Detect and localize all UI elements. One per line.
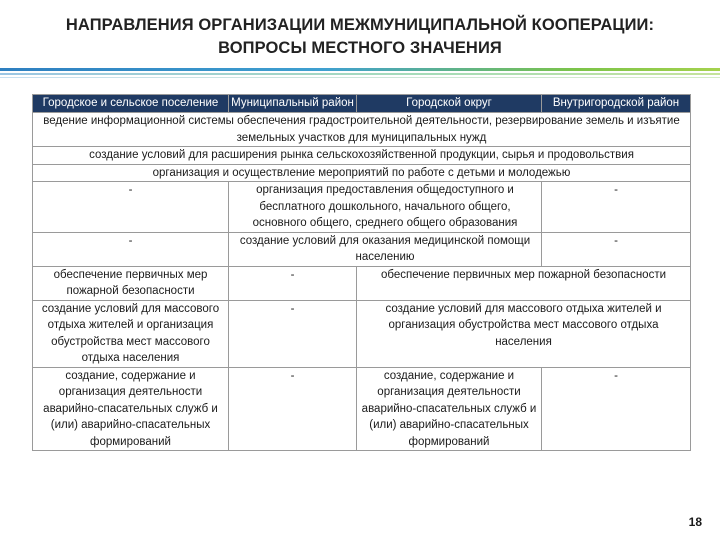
header-city-district: Городской округ	[357, 95, 542, 113]
header-municipal-district: Муниципальный район	[229, 95, 357, 113]
table-row	[33, 367, 691, 451]
header-row	[33, 95, 691, 113]
cell-fire-safety-settlement: обеспечение первичных мер пожарной безопасности	[33, 266, 229, 300]
issues-table	[32, 94, 691, 451]
table-row	[33, 147, 691, 165]
cell-rescue-city: создание, содержание и организация деятельности аварийно-спасательных служб и (или) аварийно-спасательных формирований	[357, 367, 542, 451]
table-row	[33, 182, 691, 233]
decorative-band	[0, 68, 720, 71]
slide-title	[0, 14, 720, 60]
decorative-band-faint	[0, 77, 720, 78]
cell-dash: -	[542, 367, 691, 451]
cell-dash: -	[542, 232, 691, 266]
cell-dash: -	[542, 182, 691, 233]
cell-dash: -	[33, 182, 229, 233]
header-intracity-district: Внутригородской район	[542, 95, 691, 113]
cell-recreation-city: создание условий для массового отдыха жителей и организация обустройства мест массового отдыха населения	[357, 300, 691, 367]
row-agri-market: создание условий для расширения рынка сельскохозяйственной продукции, сырья и продовольствия	[33, 147, 691, 165]
header-settlement: Городское и сельское поселение	[33, 95, 229, 113]
cell-dash: -	[229, 300, 357, 367]
table-row	[33, 300, 691, 367]
row-education: организация предоставления общедоступного и бесплатного дошкольного, начального общего, основного общего, среднего общего образования	[229, 182, 542, 233]
cell-rescue-settlement: создание, содержание и организация деятельности аварийно-спасательных служб и (или) аварийно-спасательных формирований	[33, 367, 229, 451]
row-medical-aid: создание условий для оказания медицинской помощи населению	[229, 232, 542, 266]
table-row	[33, 164, 691, 182]
page-number: 18	[688, 515, 702, 529]
table-row	[33, 266, 691, 300]
cell-dash: -	[33, 232, 229, 266]
decorative-band-thin	[0, 73, 720, 75]
cell-dash: -	[229, 266, 357, 300]
cell-fire-safety-city: обеспечение первичных мер пожарной безопасности	[357, 266, 691, 300]
title-line-1: НАПРАВЛЕНИЯ ОРГАНИЗАЦИИ МЕЖМУНИЦИПАЛЬНОЙ КООПЕРАЦИИ:	[65, 16, 655, 34]
row-urban-planning: ведение информационной системы обеспечения градостроительной деятельности, резервирование земель и изъятие земельных участков для муниципальных нужд	[33, 113, 691, 147]
title-line-2: ВОПРОСЫ МЕСТНОГО ЗНАЧЕНИЯ	[218, 39, 502, 57]
row-youth-work: организация и осуществление мероприятий по работе с детьми и молодежью	[33, 164, 691, 182]
table-row	[33, 232, 691, 266]
table-row	[33, 113, 691, 147]
cell-dash: -	[229, 367, 357, 451]
cell-recreation-settlement: создание условий для массового отдыха жителей и организация обустройства мест массового отдыха населения	[33, 300, 229, 367]
